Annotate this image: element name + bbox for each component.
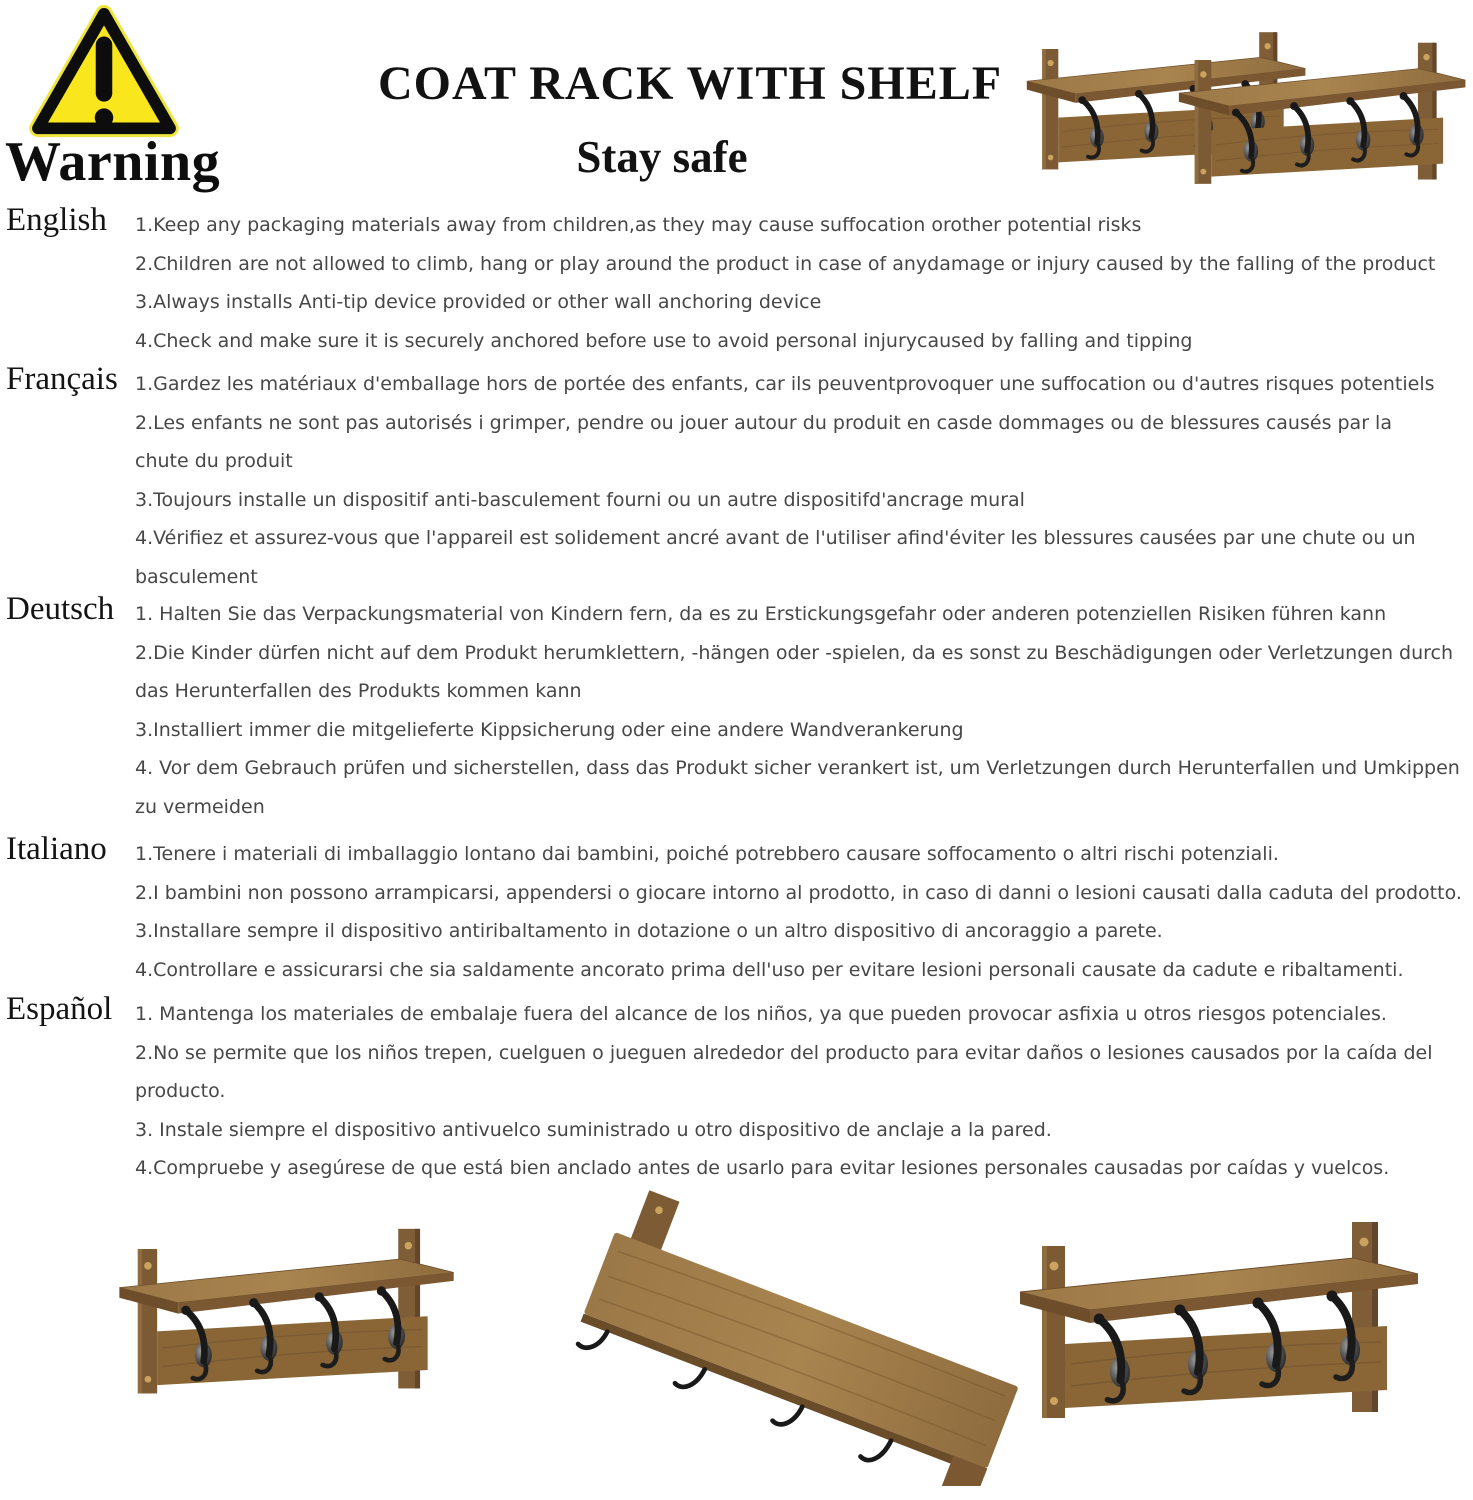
page-subtitle: Stay safe (576, 132, 748, 182)
language-label: Deutsch (6, 591, 115, 627)
warning-line: chute du produit (135, 450, 293, 473)
section-espanol (0, 991, 1473, 1188)
warning-line: 1.Tenere i materiali di imballaggio lontano dai bambini, poiché potrebbero causare soffocamento o altri rischi potenziali. (135, 843, 1279, 865)
warning-lines (135, 835, 1462, 989)
warning-line: 4.Controllare e assicurarsi che sia saldamente ancorato prima dell'uso per evitare lesioni personali causate da cadute e ribaltamenti. (135, 958, 1404, 981)
language-label: Español (6, 991, 113, 1027)
language-label: Français (6, 361, 118, 397)
warning-lines (135, 365, 1453, 597)
warning-line: 4.Check and make sure it is securely anchored before use to avoid personal injurycaused by falling and tipping (135, 329, 1193, 352)
warning-line: 2.Children are not allowed to climb, hang or play around the product in case of anydamage or injury caused by the falling of the product (135, 252, 1436, 275)
warning-line: 1.Gardez les matériaux d'emballage hors de portée des enfants, car ils peuventprovoquer une suffocation ou d'autres risques potentiels (135, 373, 1435, 395)
warning-line: 1. Mantenga los materiales de embalaje fuera del alcance de los niños, ya que pueden provocar asfixia u otros riesgos potenciales. (135, 1003, 1387, 1025)
warning-icon (24, 4, 184, 140)
warning-label: Warning (5, 131, 221, 193)
warning-line: 2.I bambini non possono arrampicarsi, appendersi o giocare intorno al prodotto, in caso di danni o lesioni causati dalla caduta del prodotto. (135, 881, 1462, 904)
warning-line: 3. Instale siempre el dispositivo antivuelco suministrado u otro dispositivo de anclaje a la pared. (135, 1118, 1052, 1141)
warning-line: 3.Installare sempre il dispositivo antiribaltamento in dotazione o un altro dispositivo di ancoraggio a parete. (135, 920, 1163, 943)
warning-line: 3.Installiert immer die mitgelieferte Kippsicherung oder eine andere Wandverankerung (135, 718, 964, 741)
warning-lines (135, 595, 1460, 827)
title-block (280, 56, 1100, 183)
section-deutsch (0, 591, 1473, 827)
section-italiano (0, 831, 1473, 989)
warning-line: 1. Halten Sie das Verpackungsmaterial von Kindern fern, da es zu Erstickungsgefahr oder anderen potenziellen Risiken führen kann (135, 603, 1387, 625)
coat-rack-front-right-image (1008, 1212, 1440, 1424)
warning-line: basculement (135, 565, 258, 588)
warning-line: 2.Die Kinder dürfen nicht auf dem Produkt herumklettern, -hängen oder -spielen, da es sonst zu Beschädigungen oder Verletzungen durch (135, 641, 1454, 664)
warning-line: 2.Les enfants ne sont pas autorisés i grimper, pendre ou jouer autour du produit en casde dommages ou de blessures causés par la (135, 411, 1392, 434)
warning-line: zu vermeiden (135, 795, 265, 818)
section-english (0, 202, 1473, 360)
warning-line: 1.Keep any packaging materials away from children,as they may cause suffocation orother potential risks (135, 214, 1142, 236)
warning-line: 4.Vérifiez et assurez-vous que l'appareil est solidement ancré avant de l'utiliser afind'éviter les blessures causées par une chute ou un (135, 527, 1416, 550)
warning-line: 3.Toujours installe un dispositif anti-basculement fourni ou un autre dispositifd'ancrage mural (135, 488, 1025, 511)
warning-line: das Herunterfallen des Produkts kommen kann (135, 680, 582, 703)
coat-rack-pair-image (1020, 4, 1473, 214)
warning-line: 4. Vor dem Gebrauch prüfen und sicherstellen, dass das Produkt sicher verankert ist, um Verletzungen durch Herunterfallen und Umkippen (135, 757, 1460, 780)
warning-lines (135, 206, 1453, 360)
coat-rack-front-left-image (118, 1202, 458, 1414)
warning-line: producto. (135, 1080, 226, 1103)
page-title: COAT RACK WITH SHELF (377, 57, 1003, 110)
language-label: Italiano (6, 831, 107, 867)
warning-lines (135, 995, 1453, 1188)
language-label: English (6, 202, 107, 238)
warning-line: 4.Compruebe y asegúrese de que está bien anclado antes de usarlo para evitar lesiones personales causadas por caídas y vuelcos. (135, 1157, 1390, 1180)
section-francais (0, 361, 1473, 597)
warning-line: 3.Always installs Anti-tip device provided or other wall anchoring device (135, 291, 822, 314)
warning-block (0, 0, 230, 210)
warning-line: 2.No se permite que los niños trepen, cuelguen o jueguen alrededor del producto para evitar daños o lesiones causados por la caída del (135, 1041, 1433, 1064)
